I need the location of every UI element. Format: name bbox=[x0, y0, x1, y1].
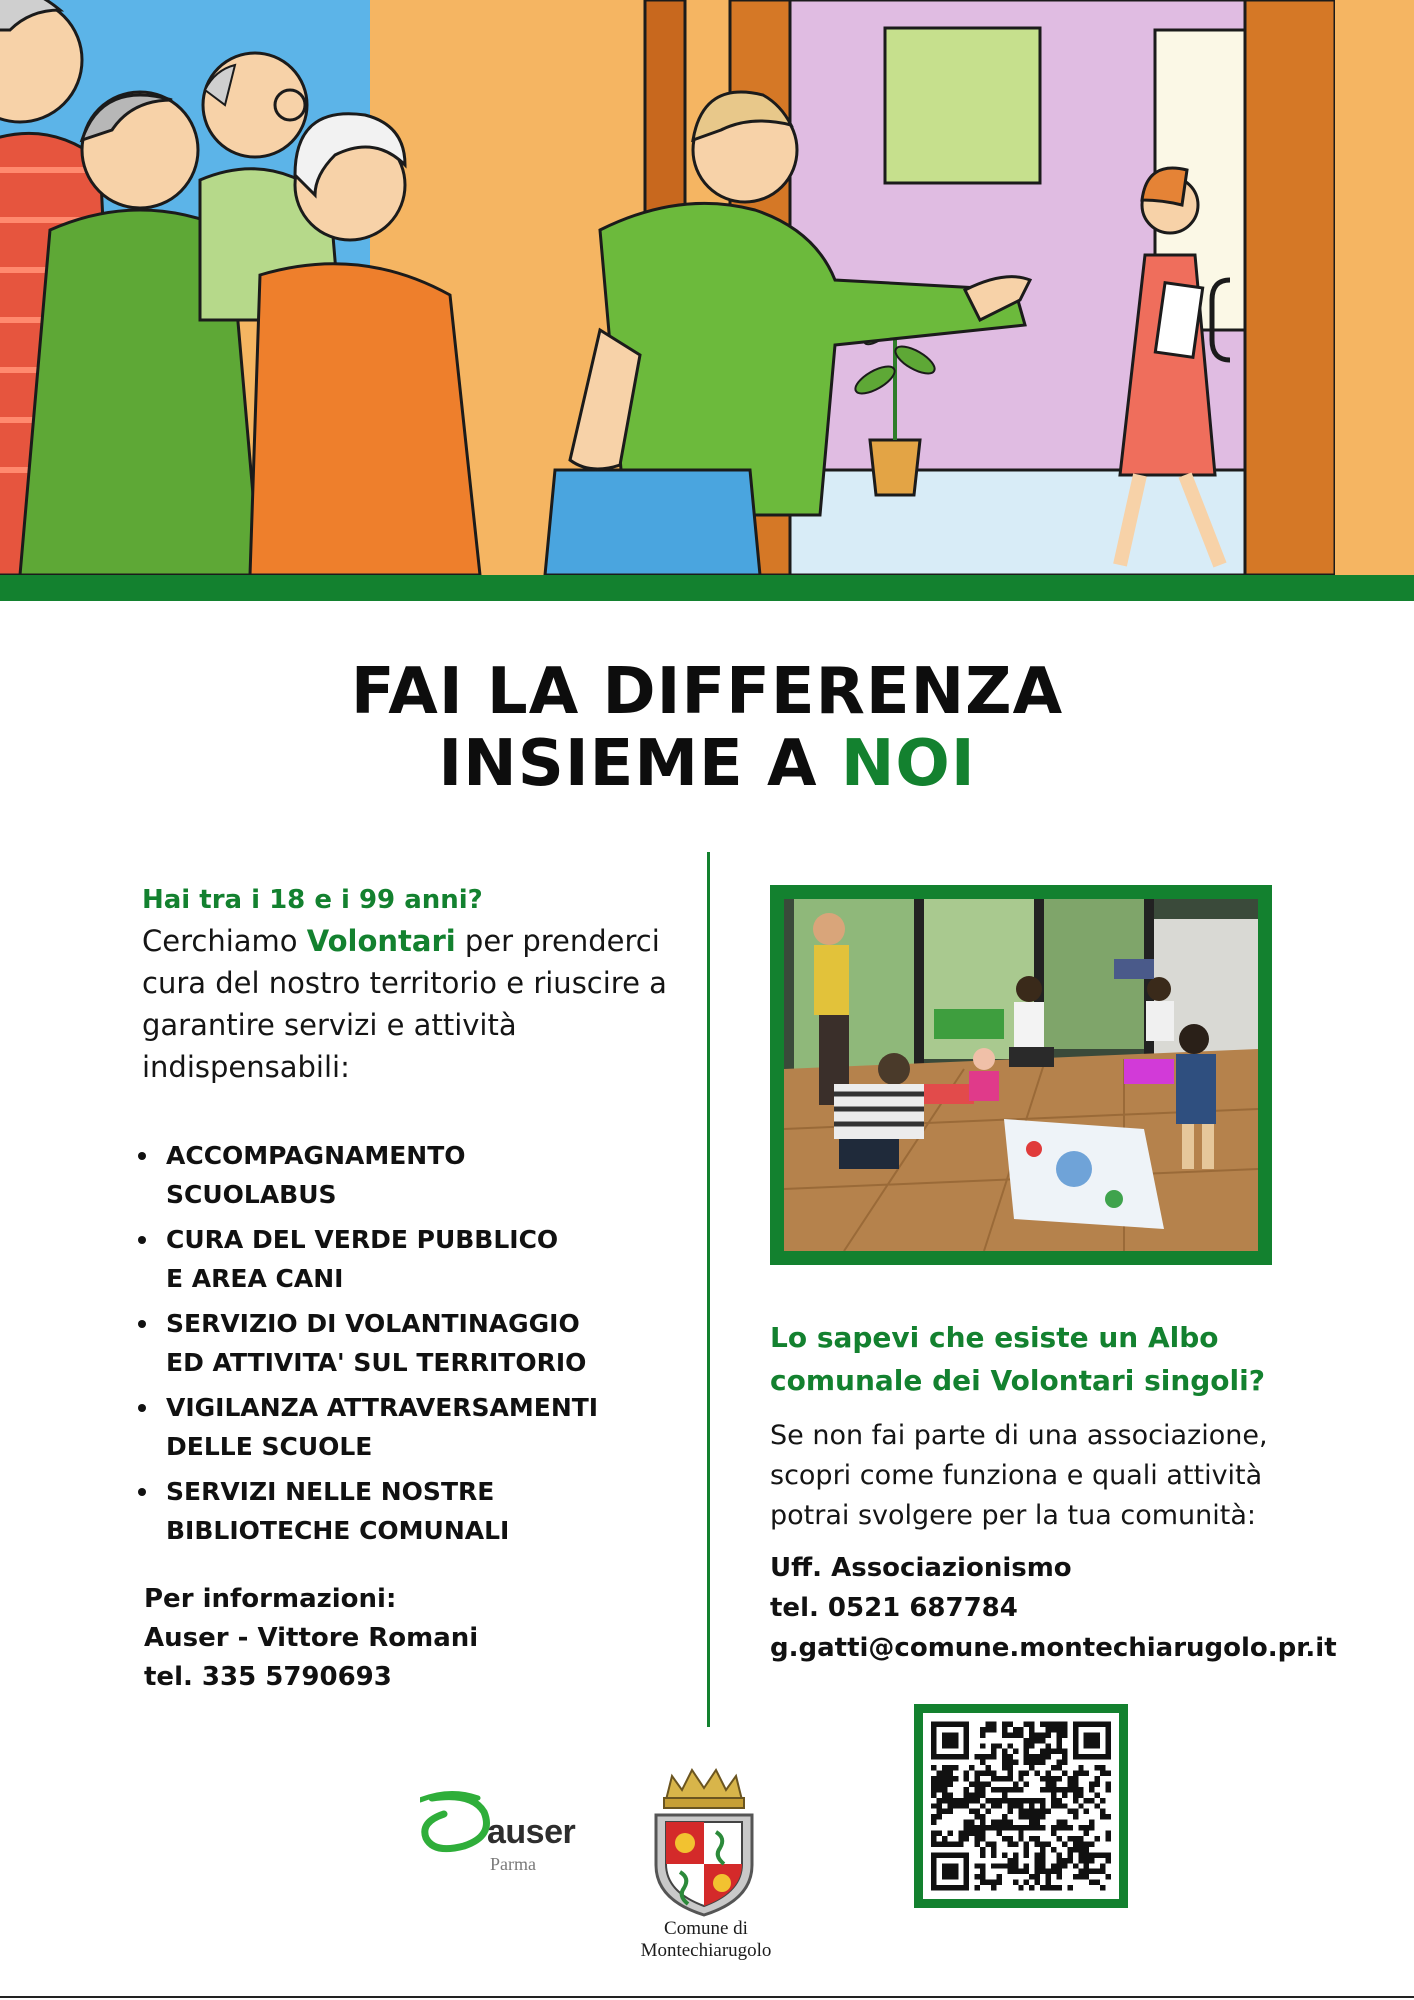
qr-code-frame[interactable] bbox=[914, 1704, 1128, 1908]
service-line2: BIBLIOTECHE COMUNALI bbox=[166, 1516, 510, 1545]
headline-line2-prefix: INSIEME A bbox=[438, 727, 841, 801]
photo-frame bbox=[770, 885, 1272, 1265]
list-item bbox=[134, 1220, 702, 1298]
service-line1: SERVIZI NELLE NOSTRE bbox=[166, 1477, 495, 1506]
info-name: Auser - Vittore Romani bbox=[144, 1623, 479, 1653]
albo-title-line2: comunale dei Volontari singoli? bbox=[770, 1364, 1265, 1397]
contact-email[interactable]: g.gatti@comune.montechiarugolo.pr.it bbox=[770, 1633, 1337, 1663]
service-line1: SERVIZIO DI VOLANTINAGGIO bbox=[166, 1309, 580, 1338]
municipal-crest-icon bbox=[644, 1760, 764, 1920]
left-column bbox=[142, 880, 702, 1556]
albo-title bbox=[770, 1316, 1330, 1402]
list-item bbox=[134, 1136, 702, 1214]
service-line1: ACCOMPAGNAMENTO bbox=[166, 1141, 466, 1170]
intro-text bbox=[142, 920, 702, 1088]
service-line2: DELLE SCUOLE bbox=[166, 1432, 373, 1461]
albo-text-line1: Se non fai parte di una associazione, bbox=[770, 1420, 1268, 1451]
headline bbox=[0, 656, 1414, 800]
headline-line1: FAI LA DIFFERENZA bbox=[350, 655, 1064, 729]
comune-line2: Montechiarugolo bbox=[640, 1940, 772, 1961]
service-line2: SCUOLABUS bbox=[166, 1180, 337, 1209]
albo-title-line1: Lo sapevi che esiste un Albo bbox=[770, 1321, 1219, 1354]
comune-label bbox=[610, 1918, 802, 1962]
info-phone[interactable]: tel. 335 5790693 bbox=[144, 1662, 392, 1692]
volunteer-activity-photo bbox=[784, 899, 1258, 1251]
list-item bbox=[134, 1388, 702, 1466]
intro-after: per prenderci cura del nostro territorio e riuscire a garantire servizi e attività indispensabili: bbox=[142, 924, 667, 1084]
contact-block bbox=[770, 1548, 1337, 1668]
auser-wordmark: auser bbox=[487, 1813, 576, 1851]
hero-illustration bbox=[0, 0, 1414, 575]
qr-code-icon[interactable] bbox=[931, 1721, 1111, 1891]
service-line1: CURA DEL VERDE PUBBLICO bbox=[166, 1225, 559, 1254]
service-line2: ED ATTIVITA' SUL TERRITORIO bbox=[166, 1348, 587, 1377]
service-line1: VIGILANZA ATTRAVERSAMENTI bbox=[166, 1393, 599, 1422]
green-divider-bar bbox=[0, 575, 1414, 601]
albo-text-line2: scopri come funziona e quali attività bbox=[770, 1460, 1263, 1491]
column-divider bbox=[707, 852, 710, 1727]
info-title: Per informazioni: bbox=[144, 1584, 397, 1614]
intro-before: Cerchiamo bbox=[142, 924, 307, 958]
headline-accent: NOI bbox=[840, 727, 976, 801]
comune-line1: Comune di bbox=[664, 1918, 748, 1939]
bottom-rule bbox=[0, 1996, 1414, 1998]
info-block bbox=[144, 1580, 478, 1697]
contact-phone[interactable]: tel. 0521 687784 bbox=[770, 1593, 1018, 1623]
age-question: Hai tra i 18 e i 99 anni? bbox=[142, 885, 483, 915]
services-list bbox=[134, 1136, 702, 1550]
albo-text bbox=[770, 1416, 1370, 1536]
intro-highlight: Volontari bbox=[306, 924, 456, 958]
list-item bbox=[134, 1304, 702, 1382]
service-line2: E AREA CANI bbox=[166, 1264, 344, 1293]
list-item bbox=[134, 1472, 702, 1550]
contact-office: Uff. Associazionismo bbox=[770, 1553, 1072, 1583]
auser-subtitle: Parma bbox=[490, 1854, 536, 1874]
albo-text-line3: potrai svolgere per la tua comunità: bbox=[770, 1500, 1256, 1531]
